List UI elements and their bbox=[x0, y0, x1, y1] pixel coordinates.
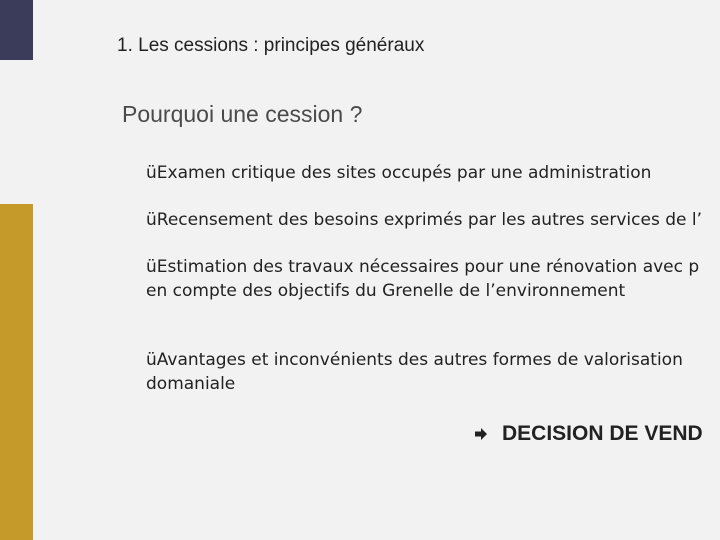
checkmark-icon: ü bbox=[146, 257, 157, 277]
bullet-text-continued: domaniale bbox=[146, 374, 236, 394]
side-accent-bar bbox=[0, 204, 33, 540]
top-accent-bar bbox=[0, 0, 33, 60]
bullet-text: Avantages et inconvénients des autres formes de valorisation bbox=[156, 350, 683, 370]
bullet-text-continued: en compte des objectifs du Grenelle de l’environnement bbox=[146, 281, 626, 301]
checkmark-icon: ü bbox=[146, 210, 157, 230]
bullet-item bbox=[146, 348, 683, 396]
checkmark-icon: ü bbox=[146, 163, 157, 183]
decision-line bbox=[474, 422, 703, 446]
bullet-item bbox=[146, 255, 699, 303]
bullet-text: Examen critique des sites occupés par une administration bbox=[156, 163, 652, 183]
section-title: 1. Les cessions : principes généraux bbox=[117, 35, 425, 56]
bullet-text: Estimation des travaux nécessaires pour une rénovation avec p bbox=[156, 257, 700, 277]
checkmark-icon: ü bbox=[146, 350, 157, 370]
slide-heading: Pourquoi une cession ? bbox=[122, 101, 363, 127]
bullet-item bbox=[146, 161, 651, 185]
bullet-text: Recensement des besoins exprimés par les autres services de l’ bbox=[156, 210, 703, 230]
right-arrow-icon bbox=[474, 427, 488, 441]
bullet-item bbox=[146, 208, 702, 232]
decision-label: DECISION DE VEND bbox=[502, 422, 703, 445]
